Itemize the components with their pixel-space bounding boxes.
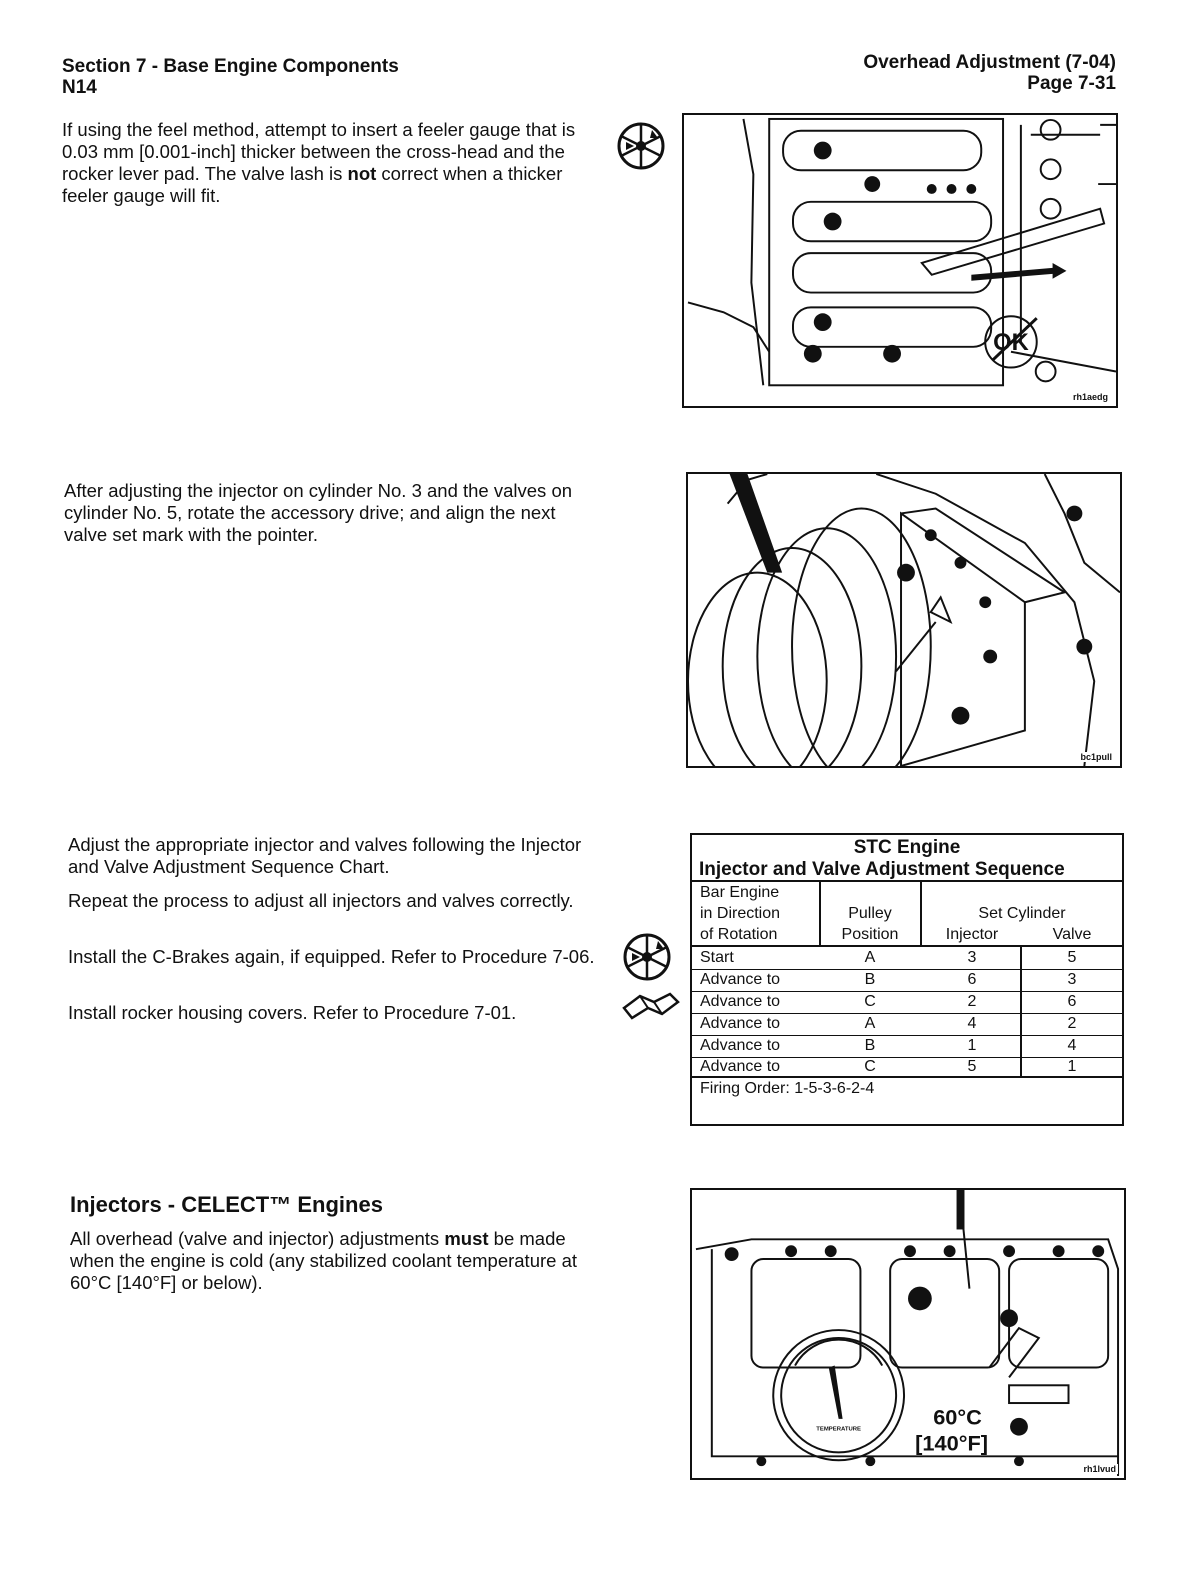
accessory-drive-figure	[686, 472, 1122, 768]
head-col1-line3: of Rotation	[700, 926, 778, 943]
table-subtitle: Injector and Valve Adjustment Sequence	[699, 859, 1065, 880]
row-injector: 5	[967, 1058, 977, 1075]
cold-engine-illustration	[692, 1190, 1124, 1478]
head-pulley-line2: Position	[841, 926, 899, 943]
adjust-sequence-paragraph: Adjust the appropriate injector and valves following the Injector and Valve Adjustment Sequence Chart.	[68, 834, 582, 877]
feel-method-text-a: If using the feel method, attempt to insert a feeler gauge that is 0.03 mm [0.001-inch] thicker between the cross-head and the rocker lever pad. The valve lash is	[62, 119, 576, 184]
feeler-gauge-figure	[682, 113, 1118, 408]
reference-book-icon	[620, 990, 682, 1024]
row-injector: 1	[967, 1037, 977, 1054]
head-injector: Injector	[945, 926, 999, 943]
adjustment-sequence-table	[690, 833, 1124, 1126]
feel-method-emphasis: not	[347, 163, 377, 184]
row-injector: 4	[967, 1015, 977, 1032]
row-injector: 6	[967, 971, 977, 988]
row-pulley: A	[864, 949, 876, 966]
row-valve: 1	[1067, 1058, 1077, 1075]
row-action: Advance to	[700, 971, 781, 988]
celect-cold-paragraph	[70, 1228, 600, 1294]
firing-order: Firing Order: 1-5-3-6-2-4	[700, 1080, 875, 1097]
accessory-drive-illustration	[688, 474, 1120, 766]
row-action: Advance to	[700, 1015, 781, 1032]
install-covers-paragraph: Install rocker housing covers. Refer to Procedure 7-01.	[68, 1002, 517, 1023]
row-action: Advance to	[700, 1058, 781, 1075]
figure-code-4: rh1lvud	[1083, 1464, 1116, 1474]
section-title: Section 7 - Base Engine Components	[62, 56, 399, 77]
celect-heading: Injectors - CELECT™ Engines	[70, 1192, 383, 1217]
head-col1-line1: Bar Engine	[700, 884, 780, 901]
row-injector: 3	[967, 949, 977, 966]
feeler-gauge-illustration	[684, 115, 1116, 406]
feel-method-paragraph	[62, 119, 592, 207]
row-pulley: C	[864, 993, 876, 1010]
row-valve: 4	[1067, 1037, 1077, 1054]
procedure-title: Overhead Adjustment (7-04)	[863, 52, 1116, 73]
head-col1-line2: in Direction	[700, 905, 781, 922]
table-row	[692, 991, 1122, 1014]
head-valve: Valve	[1052, 926, 1092, 943]
row-action: Advance to	[700, 993, 781, 1010]
head-set-cylinder: Set Cylinder	[978, 905, 1066, 922]
row-pulley: C	[864, 1058, 876, 1075]
inspection-procedure-icon-2	[618, 930, 676, 984]
feel-method-text-b: correct when a thicker feeler gauge will fit.	[62, 163, 563, 206]
table-row	[692, 969, 1122, 992]
temperature-fahrenheit: [140°F]	[915, 1430, 989, 1456]
gauge-label: TEMPERATURE	[816, 1426, 862, 1433]
celect-text-a: All overhead (valve and injector) adjustments	[70, 1228, 445, 1249]
celect-emphasis: must	[444, 1228, 489, 1249]
page-number: Page 7-31	[1027, 73, 1116, 94]
inspection-procedure-icon	[612, 120, 670, 172]
row-pulley: B	[864, 971, 876, 988]
row-valve: 6	[1067, 993, 1077, 1010]
ok-symbol: OK	[993, 329, 1029, 356]
celect-text-b: be made when the engine is cold (any stabilized coolant temperature at 60°C [140°F] or below).	[70, 1228, 577, 1293]
table-row	[692, 947, 1122, 970]
row-action: Advance to	[700, 1037, 781, 1054]
table-row	[692, 1035, 1122, 1058]
table-row	[692, 1056, 1122, 1078]
figure-code-1: rh1aedg	[1072, 392, 1108, 402]
row-pulley: B	[864, 1037, 876, 1054]
row-valve: 5	[1067, 949, 1077, 966]
table-row	[692, 1013, 1122, 1036]
engine-model: N14	[62, 77, 97, 98]
temperature-celsius: 60°C	[933, 1404, 982, 1430]
install-cbrakes-paragraph: Install the C-Brakes again, if equipped. Refer to Procedure 7-06.	[68, 946, 595, 967]
rotate-drive-paragraph: After adjusting the injector on cylinder No. 3 and the valves on cylinder No. 5, rotate the accessory drive; and align the next valve set mark with the pointer.	[64, 480, 573, 545]
cold-engine-figure	[690, 1188, 1126, 1480]
row-valve: 2	[1067, 1015, 1077, 1032]
row-pulley: A	[864, 1015, 876, 1032]
figure-code-2: bc1pull	[1080, 752, 1112, 762]
row-injector: 2	[967, 993, 977, 1010]
row-action: Start	[700, 949, 734, 966]
head-pulley-line1: Pulley	[848, 905, 892, 922]
repeat-process-paragraph: Repeat the process to adjust all injectors and valves correctly.	[68, 890, 574, 911]
row-valve: 3	[1067, 971, 1077, 988]
table-title: STC Engine	[853, 837, 961, 858]
